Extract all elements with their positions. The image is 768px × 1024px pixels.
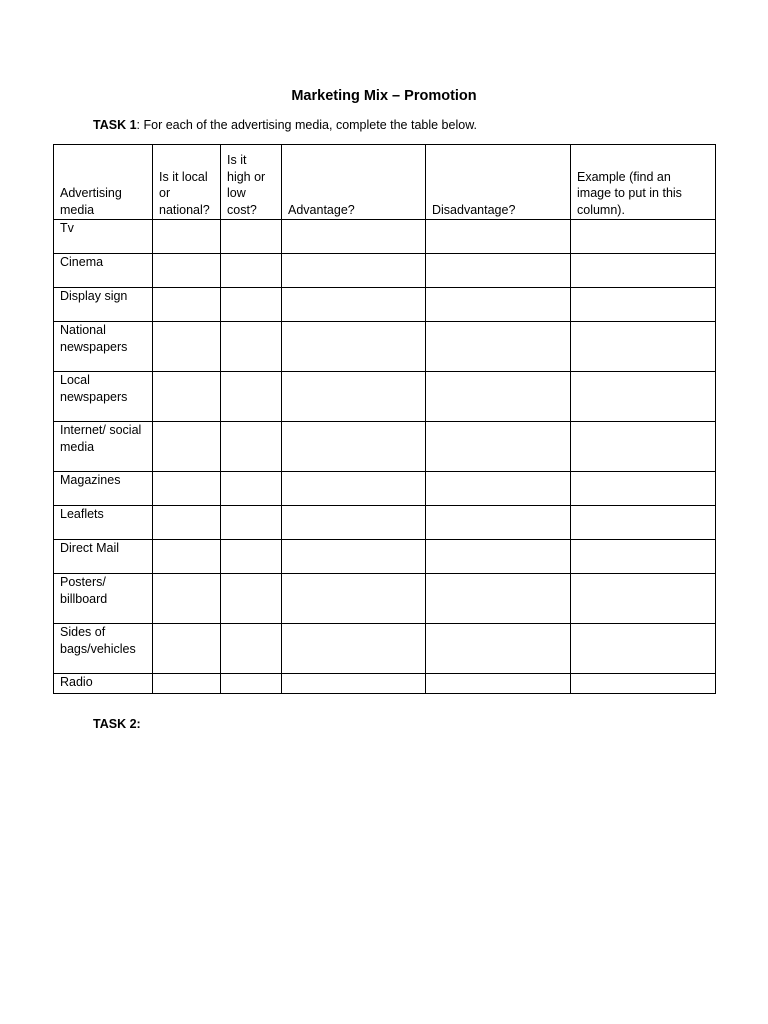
advantage-cell[interactable] [282,372,426,422]
media-cell-sides-of-bags-vehicles: Sides of bags/vehicles [54,624,153,674]
advertising-media-table [53,144,716,694]
example-cell[interactable] [571,574,716,624]
table-row [54,422,716,472]
table-row [54,472,716,506]
table-row [54,674,716,694]
media-cell-tv: Tv [54,220,153,254]
media-cell-cinema: Cinema [54,254,153,288]
advantage-cell[interactable] [282,540,426,574]
advantage-cell[interactable] [282,220,426,254]
disadvantage-cell[interactable] [426,254,571,288]
local-national-cell[interactable] [153,674,221,694]
task-1-text: : For each of the advertising media, complete the table below. [136,118,478,132]
advantage-cell[interactable] [282,624,426,674]
table-row [54,254,716,288]
table-row [54,574,716,624]
disadvantage-cell[interactable] [426,288,571,322]
advantage-cell[interactable] [282,422,426,472]
advantage-cell[interactable] [282,674,426,694]
disadvantage-cell[interactable] [426,220,571,254]
advantage-cell[interactable] [282,254,426,288]
table-row [54,624,716,674]
table-row [54,506,716,540]
example-cell[interactable] [571,372,716,422]
example-cell[interactable] [571,322,716,372]
local-national-cell[interactable] [153,472,221,506]
example-cell[interactable] [571,422,716,472]
table-row [54,288,716,322]
local-national-cell[interactable] [153,220,221,254]
local-national-cell[interactable] [153,254,221,288]
header-example: Example (find an image to put in this column). [571,145,716,220]
cost-cell[interactable] [221,506,282,540]
local-national-cell[interactable] [153,288,221,322]
header-disadvantage: Disadvantage? [426,145,571,220]
cost-cell[interactable] [221,674,282,694]
table-row [54,372,716,422]
cost-cell[interactable] [221,472,282,506]
disadvantage-cell[interactable] [426,372,571,422]
media-cell-national-newspapers: National newspapers [54,322,153,372]
media-cell-direct-mail: Direct Mail [54,540,153,574]
example-cell[interactable] [571,540,716,574]
local-national-cell[interactable] [153,624,221,674]
example-cell[interactable] [571,288,716,322]
task-2-label: TASK 2: [93,717,141,731]
cost-cell[interactable] [221,220,282,254]
local-national-cell[interactable] [153,574,221,624]
advantage-cell[interactable] [282,288,426,322]
example-cell[interactable] [571,472,716,506]
disadvantage-cell[interactable] [426,506,571,540]
header-advantage: Advantage? [282,145,426,220]
cost-cell[interactable] [221,624,282,674]
local-national-cell[interactable] [153,372,221,422]
media-cell-radio: Radio [54,674,153,694]
disadvantage-cell[interactable] [426,322,571,372]
table-row [54,220,716,254]
example-cell[interactable] [571,624,716,674]
task-1-label: TASK 1 [93,118,137,132]
cost-cell[interactable] [221,288,282,322]
advantage-cell[interactable] [282,506,426,540]
example-cell[interactable] [571,674,716,694]
media-cell-leaflets: Leaflets [54,506,153,540]
disadvantage-cell[interactable] [426,472,571,506]
table-row [54,322,716,372]
cost-cell[interactable] [221,254,282,288]
disadvantage-cell[interactable] [426,422,571,472]
cost-cell[interactable] [221,540,282,574]
task-1-instruction [93,116,477,134]
document-title: Marketing Mix – Promotion [291,88,477,104]
advantage-cell[interactable] [282,472,426,506]
advantage-cell[interactable] [282,574,426,624]
media-cell-posters-billboard: Posters/ billboard [54,574,153,624]
local-national-cell[interactable] [153,540,221,574]
cost-cell[interactable] [221,372,282,422]
disadvantage-cell[interactable] [426,540,571,574]
example-cell[interactable] [571,220,716,254]
table-header-row [54,145,716,220]
disadvantage-cell[interactable] [426,674,571,694]
example-cell[interactable] [571,506,716,540]
example-cell[interactable] [571,254,716,288]
local-national-cell[interactable] [153,422,221,472]
media-cell-internet-social-media: Internet/ social media [54,422,153,472]
header-local-or-national: Is it local or national? [153,145,221,220]
media-cell-magazines: Magazines [54,472,153,506]
local-national-cell[interactable] [153,506,221,540]
advantage-cell[interactable] [282,322,426,372]
media-cell-display-sign: Display sign [54,288,153,322]
cost-cell[interactable] [221,574,282,624]
cost-cell[interactable] [221,422,282,472]
local-national-cell[interactable] [153,322,221,372]
table-row [54,540,716,574]
disadvantage-cell[interactable] [426,574,571,624]
header-high-or-low-cost: Is it high or low cost? [221,145,282,220]
media-cell-local-newspapers: Local newspapers [54,372,153,422]
header-advertising-media: Advertising media [54,145,153,220]
disadvantage-cell[interactable] [426,624,571,674]
cost-cell[interactable] [221,322,282,372]
